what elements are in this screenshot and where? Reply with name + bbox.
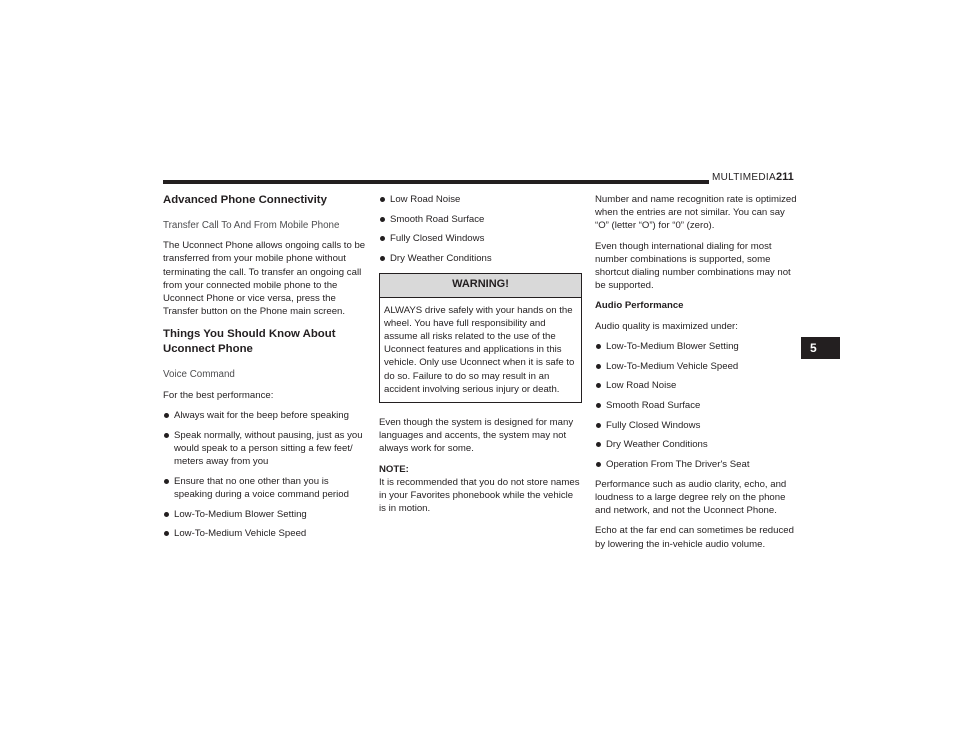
warning-text: ALWAYS drive safely with your hands on the wheel. You have full responsibility and assume all risks related to the use of the Uconnect features and applications in this vehicle. Only use Uconnect when it is safe to do so. Failure to do so may result in an accident involving serious injury or death. <box>384 304 575 395</box>
column-left <box>163 193 366 547</box>
list-item: Smooth Road Surface <box>379 213 582 226</box>
list-item: Low-To-Medium Vehicle Speed <box>163 527 366 540</box>
list-item: Low-To-Medium Blower Setting <box>163 508 366 521</box>
list-item: Ensure that no one other than you is speaking during a voice command period <box>163 475 366 501</box>
section-title: MULTIMEDIA <box>712 172 776 183</box>
recognition-paragraph: Number and name recognition rate is optimized when the entries are not similar. You can say “O” (letter “O”) for “0” (zero). <box>595 194 797 232</box>
list-item: Speak normally, without pausing, just as you would speak to a person sitting a few feet/ meters away from you <box>163 429 366 469</box>
list-item: Dry Weather Conditions <box>595 438 800 451</box>
list-item: Dry Weather Conditions <box>379 252 582 265</box>
conditions-list <box>379 193 582 265</box>
list-item: Low-To-Medium Blower Setting <box>595 340 800 353</box>
warning-box <box>379 273 582 403</box>
heading-things-to-know: Things You Should Know About Uconnect Phone <box>163 328 336 356</box>
echo-paragraph: Echo at the far end can sometimes be reduced by lowering the in-vehicle audio volume. <box>595 525 794 550</box>
languages-paragraph: Even though the system is designed for many languages and accents, the system may not always work for some. <box>379 416 574 455</box>
audio-conditions-list <box>595 340 800 471</box>
note-text: It is recommended that you do not store names in your Favorites phonebook while the vehicle is in motion. <box>379 476 580 515</box>
intro-paragraph: For the best performance: <box>163 389 274 401</box>
column-middle <box>379 193 582 522</box>
list-item: Smooth Road Surface <box>595 399 800 412</box>
performance-list <box>163 409 366 541</box>
header-rule <box>163 180 709 184</box>
list-item: Low Road Noise <box>595 379 800 392</box>
performance-paragraph: Performance such as audio clarity, echo, and loudness to a large degree rely on the phone and network, and not the Uconnect Phone. <box>595 478 787 517</box>
page-number: 211 <box>776 171 794 183</box>
list-item: Fully Closed Windows <box>379 232 582 245</box>
audio-performance-heading: Audio Performance <box>595 300 684 312</box>
transfer-paragraph: The Uconnect Phone allows ongoing calls to be transferred from your mobile phone without terminating the call. To transfer an ongoing call from your connected mobile phone to the Uconnect Phone or vice versa, press the Transfer button on the Phone main screen. <box>163 240 366 318</box>
heading-advanced-phone: Advanced Phone Connectivity <box>163 194 327 206</box>
list-item: Always wait for the beep before speaking <box>163 409 366 422</box>
dialing-paragraph: Even though international dialing for most number combinations is supported, some shortcut dialing number combinations may not be supported. <box>595 240 791 292</box>
list-item: Low Road Noise <box>379 193 582 206</box>
list-item: Fully Closed Windows <box>595 419 800 432</box>
warning-title: WARNING! <box>380 274 581 297</box>
subheading-transfer-call: Transfer Call To And From Mobile Phone <box>163 220 340 231</box>
list-item: Low-To-Medium Vehicle Speed <box>595 360 800 373</box>
chapter-tab[interactable]: 5 <box>801 337 840 359</box>
list-item: Operation From The Driver's Seat <box>595 458 800 471</box>
note-label: NOTE: <box>379 463 409 475</box>
audio-intro: Audio quality is maximized under: <box>595 320 738 332</box>
subheading-voice-command: Voice Command <box>163 369 235 381</box>
column-right <box>595 193 800 558</box>
